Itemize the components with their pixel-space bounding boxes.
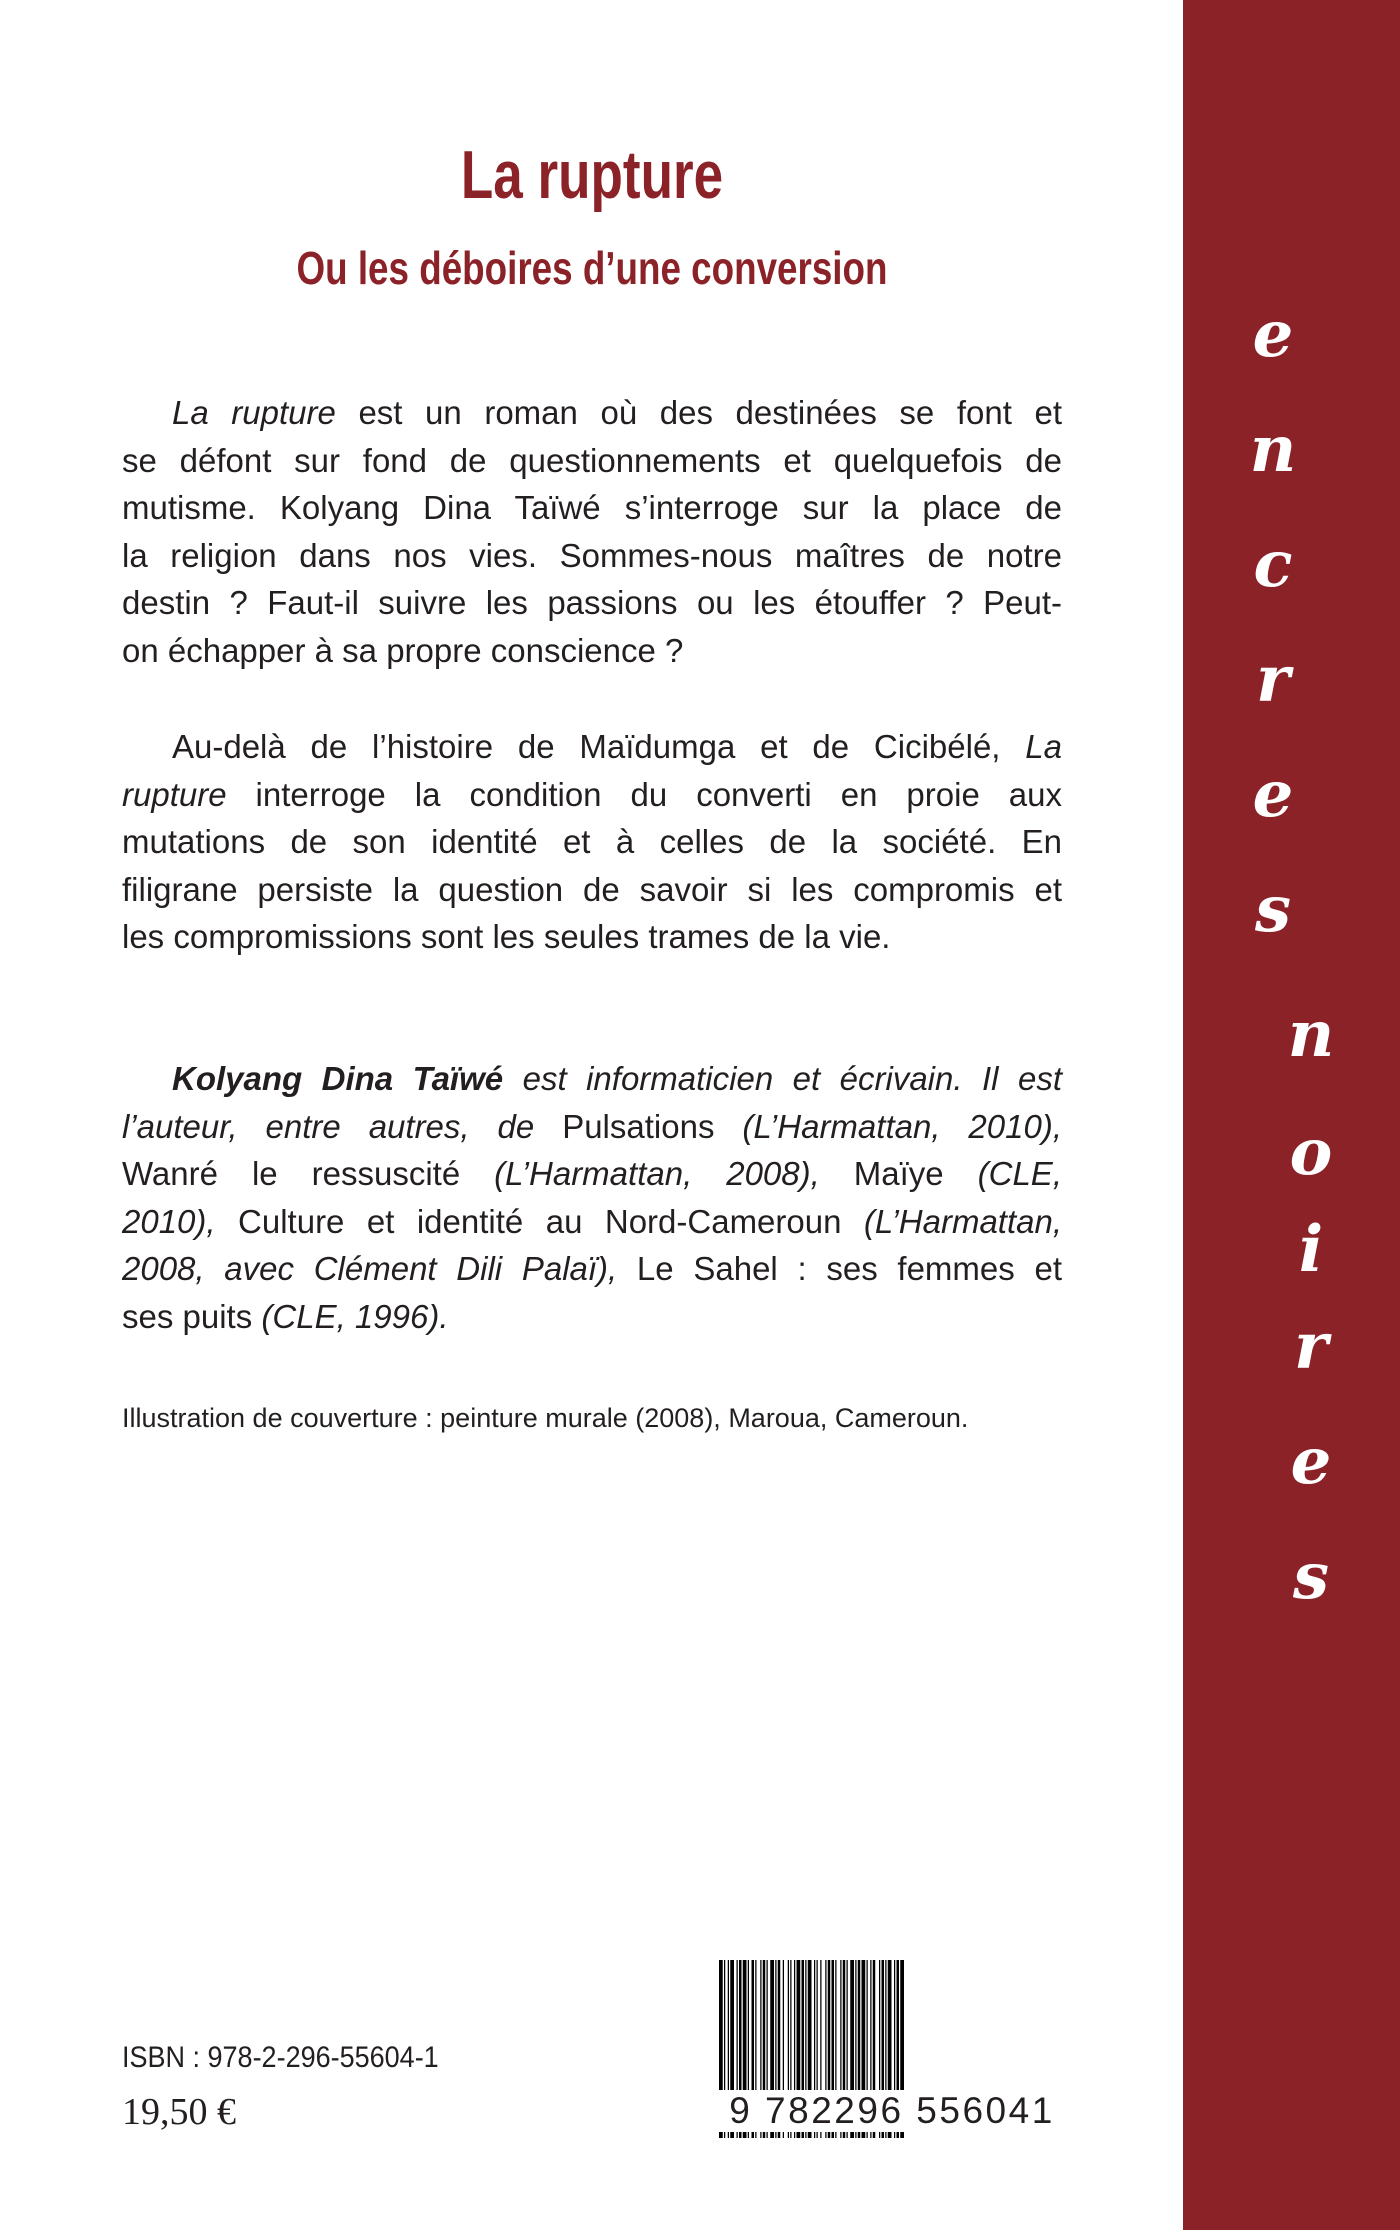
- spine-letter: e: [1290, 1424, 1332, 1499]
- cover-illustration-credit: Illustration de couverture : peinture murale (2008), Maroua, Cameroun.: [122, 1403, 969, 1433]
- isbn: ISBN : 978-2-296-55604-1: [122, 2041, 439, 2074]
- spine-letter: e: [1252, 757, 1294, 832]
- summary-line: mutations de son identité et à celles de la société. En: [122, 823, 1062, 861]
- bio-line: Wanré le ressuscité (L’Harmattan, 2008), Maïye (CLE,: [122, 1155, 1062, 1193]
- bio-line: 2010), Culture et identité au Nord-Cameroun (L’Harmattan,: [122, 1202, 1063, 1240]
- spine-letter: e: [1252, 297, 1294, 372]
- bio-line: Kolyang Dina Taïwé est informaticien et écrivain. Il est: [172, 1060, 1062, 1097]
- author-bio: [122, 1055, 1062, 1341]
- spine-letter: r: [1294, 1309, 1328, 1384]
- summary-line: on échapper à sa propre conscience ?: [122, 631, 684, 669]
- summary-line: mutisme. Kolyang Dina Taïwé s’interroge sur la place de: [122, 489, 1062, 527]
- author-name: Kolyang Dina Taïwé: [172, 1060, 504, 1097]
- spine-letter: s: [1254, 872, 1292, 947]
- summary-paragraph-1: [122, 389, 1062, 675]
- back-cover-content: [122, 0, 1062, 2230]
- price: 19,50 €: [122, 2091, 236, 2133]
- collection-spine-band: [1183, 0, 1400, 2230]
- summary-line: La rupture est un roman où des destinées se font et: [172, 394, 1062, 431]
- spine-letter: r: [1256, 642, 1290, 717]
- bio-line: l’auteur, entre autres, de Pulsations (L’Harmattan, 2010),: [122, 1107, 1062, 1145]
- barcode-digits: 9 782296 556041: [717, 2090, 1067, 2132]
- spine-letter: s: [1292, 1539, 1330, 1614]
- summary-line: Au-delà de l’histoire de Maïdumga et de Cicibélé, La: [172, 728, 1062, 765]
- spine-letter: c: [1253, 527, 1293, 602]
- spine-letter: o: [1289, 1115, 1333, 1190]
- summary-line: la religion dans nos vies. Sommes-nous maîtres de notre: [122, 536, 1062, 574]
- bio-line: ses puits (CLE, 1996).: [122, 1297, 449, 1335]
- spine-letter: n: [1287, 997, 1335, 1072]
- summary-line: les compromissions sont les seules trames de la vie.: [122, 918, 891, 956]
- summary-paragraph-2: [122, 723, 1062, 961]
- summary-line: filigrane persiste la question de savoir si les compromis et: [122, 870, 1062, 908]
- spine-letter: n: [1249, 412, 1297, 487]
- bio-line: 2008, avec Clément Dili Palaï), Le Sahel : ses femmes et: [122, 1250, 1062, 1288]
- summary-line: rupture interroge la condition du converti en proie aux: [122, 775, 1062, 813]
- book-title: La rupture: [460, 137, 724, 213]
- book-subtitle: Ou les déboires d’une conversion: [296, 242, 888, 294]
- summary-line: se défont sur fond de questionnements et quelquefois de: [122, 441, 1062, 479]
- summary-line: destin ? Faut-il suivre les passions ou les étouffer ? Peut-: [122, 584, 1062, 622]
- spine-letter: i: [1298, 1212, 1324, 1287]
